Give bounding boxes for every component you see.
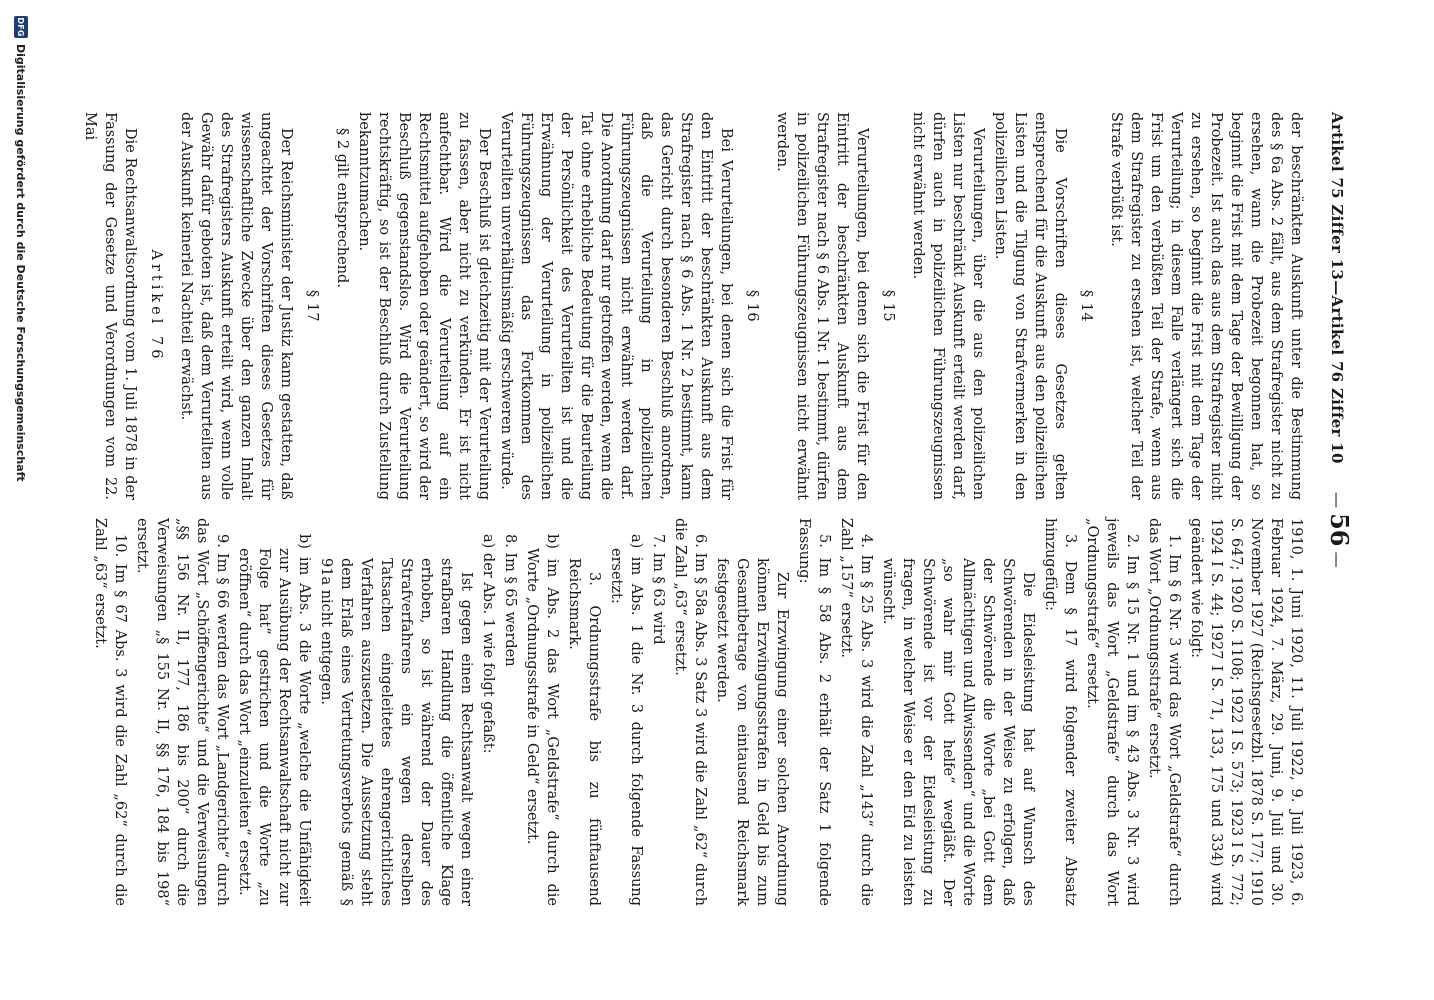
page-header (1320, 112, 1354, 904)
paragraph: Bei Verurteilungen, bei denen sich die Frist für den Eintritt der beschränkten Auskunft aus dem Strafregister nach § 6 Abs. 1 Nr. 2 bestimmt, kann das Gericht durch besonderen Beschluß anordnen, daß die Verurteilung in polizeilichen Führungszeugnissen nicht erwähnt werden darf. Die Anordnung darf nur getroffen werden, wenn die Tat ohne erhebliche Bedeutung für die Beurteilung der Persönlichkeit des Verurteilten ist und die Erwähnung der Verurteilung in polizeilichen Führungszeugnissen das Fortkommen des Verurteilten unverhältnismäßig erschweren würde. (498, 112, 734, 500)
section-heading-16: § 16 (744, 289, 760, 323)
sub-list-item: a) der Abs. 1 wie folgt gefaßt: (480, 534, 496, 754)
list-item: 1. Im § 6 Nr. 3 wird das Wort „Geldstrafe“ durch das Wort „Ordnungsstrafe“ ersetzt. (1146, 518, 1182, 906)
list-item: 4. Im § 25 Abs. 3 wird die Zahl „143“ durch die Zahl „157“ ersetzt. (838, 518, 874, 906)
paragraph: 1910, 1. Juni 1920, 11. Juli 1922, 9. Juli 1923, 6. Februar 1924, 7. März, 29. Juni, 9. Juli und 30. November 1927 (Reichsgesetzbl. 1878 S. 177; 1910 S. 647; 1920 S. 1108; 1922 I S. 573; 1923 I S. 772; 1924 I S. 44; 1927 I S. 71, 133, 175 und 334) wird geändert wie folgt: (1188, 518, 1304, 906)
running-head: Artikel 75 Ziffer 13—Artikel 76 Ziffer 10 (1328, 112, 1346, 464)
left-column (78, 112, 1306, 500)
paragraph: Die Rechtsanwaltsordnung vom 1. Juli 1878 in der Fassung der Gesetze und Verordnungen vom 22. Mai (82, 112, 138, 500)
list-item: 3. Dem § 17 wird folgender zweiter Absatz hinzugefügt: (1042, 518, 1078, 906)
paragraph: Verurteilungen, bei denen sich die Frist für den Eintritt der beschränkten Auskunft aus dem Strafregister nach § 6 Abs. 1 Nr. 1 bestimmt, dürfen in polizeilichen Führungszeugnissen nicht erwähnt werden. (774, 112, 870, 500)
digitization-notice (10, 16, 32, 716)
section-heading-17: § 17 (304, 289, 320, 323)
paragraph: § 2 gilt entsprechend. (334, 128, 350, 288)
paragraph: der beschränkten Auskunft unter die Bestimmung des § 6a Abs. 2 fällt, aus dem Strafregister nicht zu ersehen, wann die Probezeit begonnen hat, so beginnt die Frist mit dem Tage der Bewilligung der Probezeit. Ist auch das aus dem Strafregister nicht zu ersehen, so beginnt die Frist mit dem Tage der Verurteilung; in diesem Falle verlängert sich die Frist um den verbüßten Teil der Strafe, wenn aus dem Strafregister zu ersehen ist, welcher Teil der Strafe verbüßt ist. (1108, 112, 1304, 500)
digitization-notice-text: Digitalisierung gefördert durch die Deutsche Forschungsgemeinschaft (14, 44, 28, 482)
article-heading-76: Artikel 76 (148, 249, 164, 363)
quoted-text: Zur Erzwingung einer solchen Anordnung können Erzwingungsstrafen in Geld bis zum Gesamtbetrage von eintausend Reichsmark festgesetzt werden. (714, 558, 790, 906)
list-item: 5. Im § 58 Abs. 2 erhält der Satz 1 folgende Fassung: (796, 518, 832, 906)
list-item: 9. Im § 66 werden das Wort „Landgerichte“ durch das Wort „Schöffengerichte“ und die Verweisungen „§§ 156 Nr. II, 177, 186 bis 200“ durch die Verweisungen „§ 155 Nr. II, §§ 176, 184 bis 198“ ersetzt. (134, 518, 230, 906)
sub-list-item: b) im Abs. 2 das Wort „Geldstrafe“ durch die Worte „Ordnungsstrafe in Geld“ ersetzt. (524, 534, 560, 906)
paragraph: Der Reichsminister der Justiz kann gestatten, daß ungeachtet der Vorschriften dieses Gesetzes für wissenschaftliche Zwecke über den ganzen Inhalt des Strafregisters Auskunft erteilt wird, wenn volle Gewähr dafür geboten ist, daß dem Verurteilten aus der Auskunft keinerlei Nachteil erwächst. (178, 112, 294, 500)
page-number: — 56 — (1325, 492, 1354, 568)
list-item: 7. Im § 63 wird (650, 534, 666, 645)
sub-list-item: a) im Abs. 1 die Nr. 3 durch folgende Fassung ersetzt: (608, 534, 644, 906)
paragraph: Verurteilungen, über die aus den polizeilichen Listen nur beschränkt Auskunft erteilt werden darf, dürfen auch in polizeilichen Führungszeugnissen nicht erwähnt werden. (910, 112, 986, 500)
quoted-text: Ist gegen einen Rechtsanwalt wegen einer strafbaren Handlung die öffentliche Klage erhoben, so ist während der Dauer des Strafverfahrens ein wegen derselben Tatsachen eingeleitetes ehrengerichtliches Verfahren auszusetzen. Die Aussetzung steht dem Erlaß eines Vertretungsverbots gemäß § 91a nicht entgegen. (318, 558, 474, 906)
right-column (88, 518, 1306, 906)
quoted-text: 3. Ordnungsstrafe bis zu fünftausend Reichsmark. (566, 558, 602, 906)
dfg-logo-icon: DFG (14, 16, 28, 38)
list-item: 2. Im § 15 Nr. 1 und im § 43 Abs. 3 Nr. 3 wird jeweils das Wort „Geldstrafe“ durch das Wort „Ordnungsstrafe“ ersetzt. (1084, 518, 1140, 906)
section-heading-15: § 15 (880, 289, 896, 323)
sub-list-item: b) im Abs. 3 die Worte „welche die Unfähigkeit zur Ausübung der Rechtsanwaltschaft nicht zur Folge hat“ gestrichen und die Worte „zu eröffnen“ durch das Wort „einzuleiten“ ersetzt. (236, 534, 312, 906)
list-item: 10. Im § 67 Abs. 3 wird die Zahl „62“ durch die Zahl „63“ ersetzt. (92, 518, 128, 906)
section-heading-14: § 14 (1078, 289, 1094, 323)
paragraph: Die Vorschriften dieses Gesetzes gelten entsprechend für die Auskunft aus den polizeilichen Listen und die Tilgung von Strafvermerken in den polizeilichen Listen. (992, 112, 1068, 500)
paragraph: Der Beschluß ist gleichzeitig mit der Verurteilung zu fassen, aber nicht zu verkünden. Er ist nicht anfechtbar. Wird die Verurteilung auf ein Rechtsmittel aufgehoben oder geändert, so wird der Beschluß gegenstandslos. Wird die Verurteilung rechtskräftig, so ist der Beschluß durch Zustellung bekanntzumachen. (356, 112, 492, 500)
list-item: 6. Im § 58a Abs. 3 Satz 3 wird die Zahl „62“ durch die Zahl „63“ ersetzt. (672, 518, 708, 906)
list-item: 8. Im § 65 werden (502, 534, 518, 667)
quoted-text: Die Eidesleistung hat auf Wunsch des Schwörenden in der Weise zu erfolgen, daß der Schwörende die Worte „bei Gott dem Allmächtigen und Allwissenden“ und die Worte „so wahr mir Gott helfe“ wegläßt. Der Schwörende ist vor der Eidesleistung zu fragen, in welcher Weise er den Eid zu leisten wünscht. (880, 558, 1036, 906)
